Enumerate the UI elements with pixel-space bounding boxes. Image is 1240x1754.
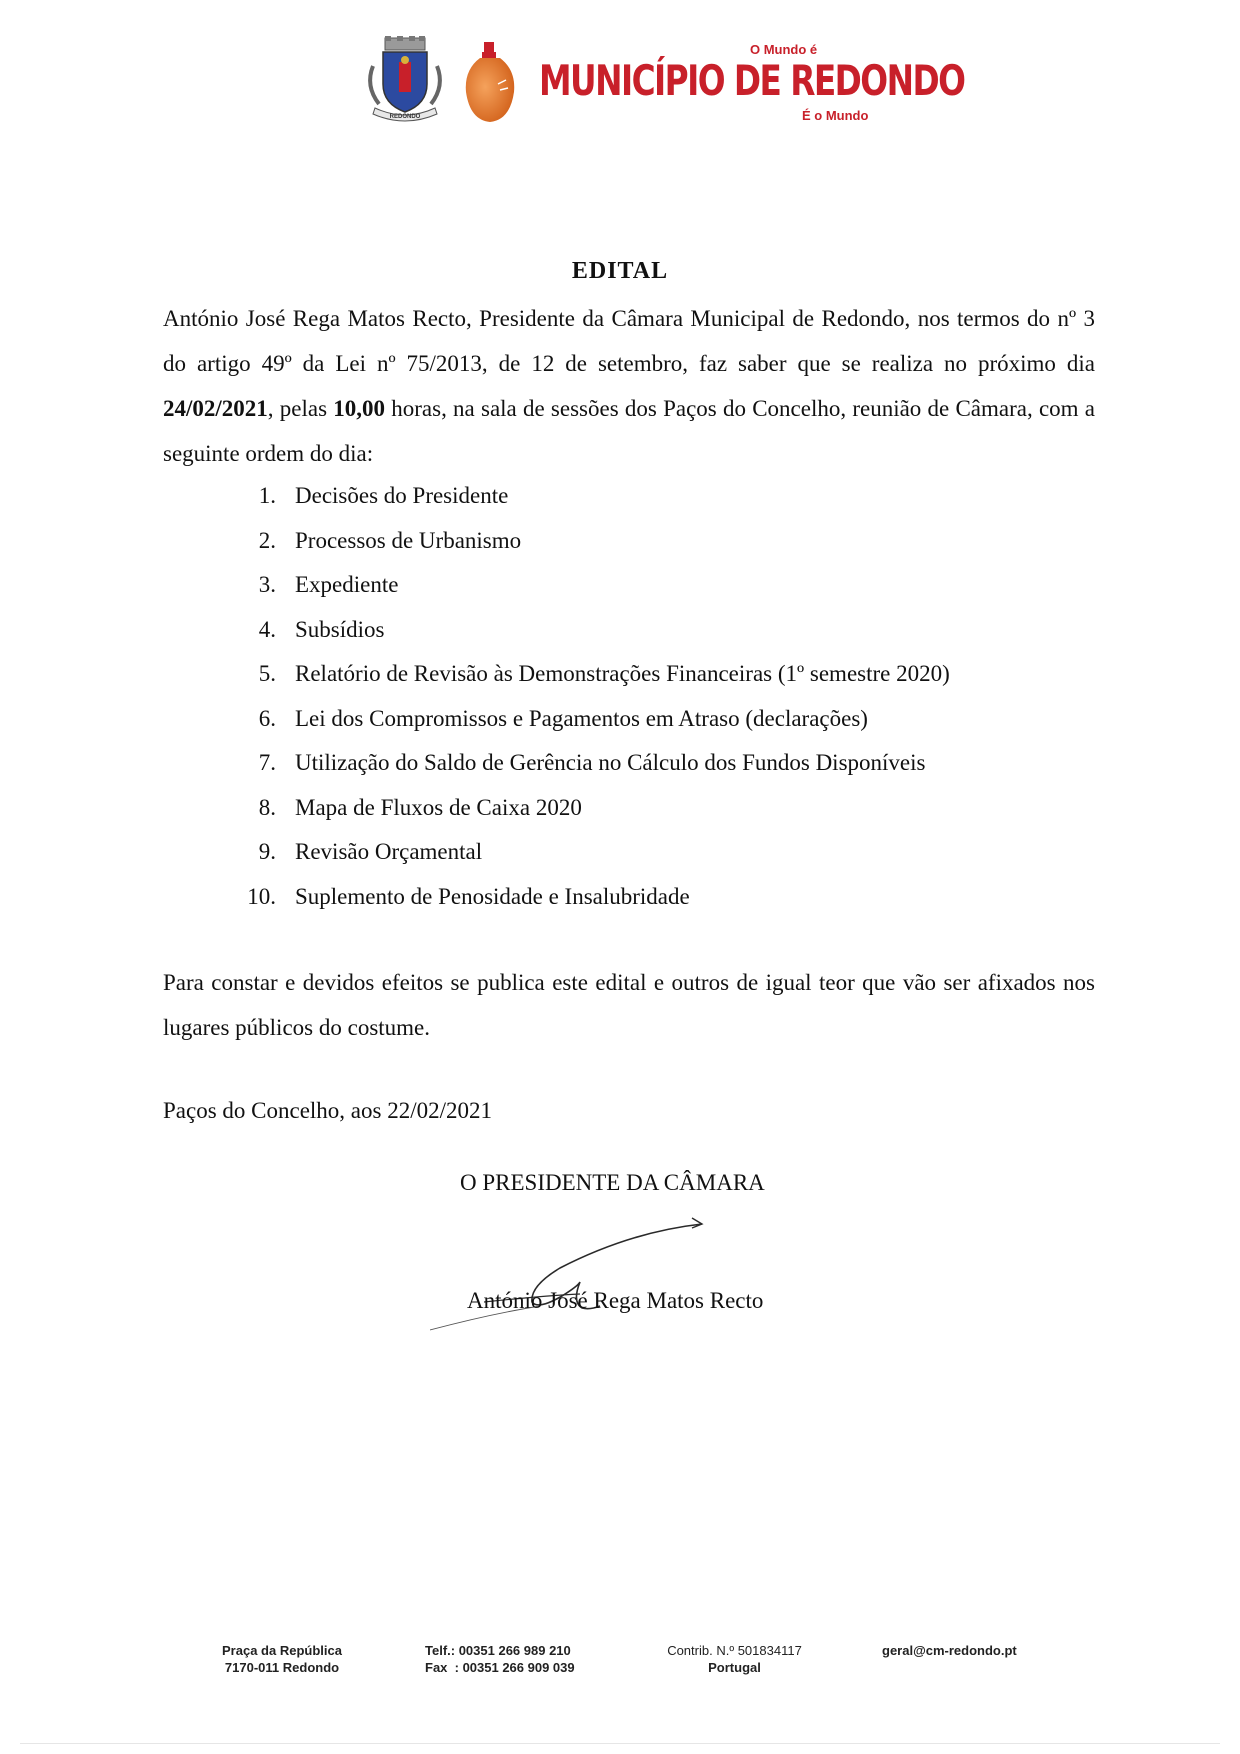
- footer-country: Portugal: [708, 1660, 761, 1675]
- footer-address-line2: 7170-011 Redondo: [224, 1660, 340, 1675]
- footer-tax: [652, 1642, 817, 1676]
- agenda-number: 2.: [258, 527, 276, 553]
- footer-phone: Telf.: 00351 266 989 210: [425, 1643, 571, 1658]
- list-item: [163, 786, 1063, 831]
- agenda-text: Expediente: [295, 572, 399, 597]
- agenda-number: 8.: [258, 794, 276, 820]
- footer-contacts: [425, 1642, 605, 1676]
- document-title: EDITAL: [571, 258, 669, 284]
- agenda-text: Lei dos Compromissos e Pagamentos em Atraso (declarações): [295, 705, 868, 731]
- agenda-number: 3.: [258, 572, 276, 597]
- agenda-list: [163, 474, 1063, 919]
- agenda-number: 10.: [247, 883, 276, 909]
- brand-tagline-top: O Mundo é: [750, 42, 818, 57]
- brand-name: MUNICÍPIO DE REDONDO: [539, 56, 965, 105]
- footer-tax-line: [652, 1642, 817, 1659]
- footer-tax-number: 501834117: [737, 1643, 802, 1658]
- place-and-date: Paços do Concelho, aos 22/02/2021: [163, 1098, 492, 1123]
- list-item: [163, 741, 1063, 786]
- footer-address-line1: Praça da República: [222, 1643, 342, 1658]
- intro-text-2: , pelas: [267, 396, 334, 421]
- meeting-time: 10,00: [333, 396, 386, 421]
- agenda-number: 4.: [258, 616, 276, 642]
- agenda-number: 5.: [258, 661, 276, 686]
- intro-paragraph: [163, 296, 1095, 476]
- intro-text-1: António José Rega Matos Recto, Presidente da Câmara Municipal de Redondo, nos termos do nº 3 do artigo 49º da Lei nº 75/2013, de 12 de setembro, faz saber que se realiza no próximo dia: [163, 306, 1095, 376]
- list-item: [163, 697, 1063, 742]
- footer-tax-label: Contrib. N.º: [667, 1643, 735, 1658]
- list-item: [163, 830, 1063, 875]
- agenda-text: Subsídios: [295, 616, 385, 642]
- footer-address: [212, 1642, 352, 1676]
- footer-fax: Fax : 00351 266 909 039: [425, 1660, 575, 1675]
- agenda-number: 6.: [258, 705, 276, 731]
- agenda-text: Revisão Orçamental: [295, 839, 483, 864]
- president-name: António José Rega Matos Recto: [467, 1288, 764, 1313]
- letterhead: [355, 36, 965, 136]
- agenda-text: Processos de Urbanismo: [295, 527, 522, 553]
- meeting-date: 24/02/2021: [163, 396, 268, 421]
- list-item: [163, 563, 1063, 608]
- footer-email[interactable]: geral@cm-redondo.pt: [882, 1643, 1017, 1658]
- page-bottom-divider: [20, 1743, 1220, 1744]
- brand-wordmark: [525, 36, 965, 136]
- list-item: [163, 474, 1063, 519]
- agenda-text: Relatório de Revisão às Demonstrações Financeiras (1º semestre 2020): [295, 661, 950, 686]
- agenda-text: Utilização do Saldo de Gerência no Cálculo dos Fundos Disponíveis: [295, 750, 926, 775]
- coat-of-arms-icon: [355, 36, 455, 122]
- intro-text-3: horas, na sala de sessões dos Paços do Concelho, reunião de Câmara, com a seguinte ordem do dia:: [163, 396, 1096, 466]
- handwritten-signature-icon: [430, 1210, 730, 1350]
- agenda-number: 7.: [258, 750, 276, 775]
- clay-jar-logo-icon: [460, 40, 520, 126]
- list-item: [163, 652, 1063, 697]
- list-item: [163, 519, 1063, 564]
- agenda-text: Suplemento de Penosidade e Insalubridade: [295, 883, 690, 909]
- agenda-number: 9.: [258, 839, 276, 864]
- agenda-number: 1.: [258, 483, 276, 508]
- list-item: [163, 875, 1063, 920]
- closing-paragraph: Para constar e devidos efeitos se publica este edital e outros de igual teor que vão ser afixados nos lugares públicos do costume.: [163, 970, 1095, 1040]
- list-item: [163, 608, 1063, 653]
- president-title: O PRESIDENTE DA CÂMARA: [460, 1170, 765, 1195]
- agenda-text: Mapa de Fluxos de Caixa 2020: [295, 794, 582, 820]
- crest-banner-text: REDONDO: [389, 114, 421, 120]
- agenda-text: Decisões do Presidente: [295, 483, 509, 508]
- brand-tagline-bottom: É o Mundo: [802, 108, 869, 123]
